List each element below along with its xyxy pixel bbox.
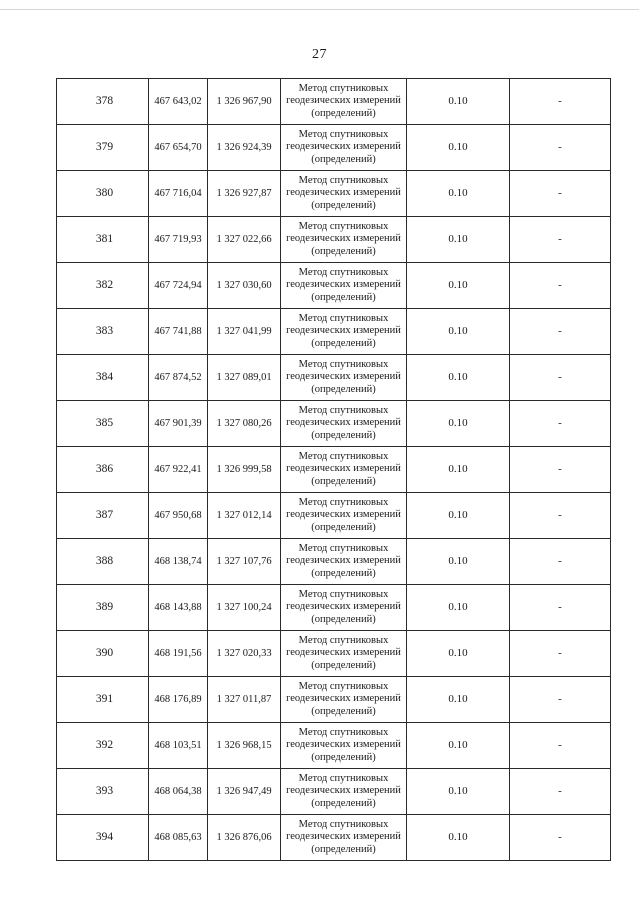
- point-number-cell: 388: [57, 539, 149, 585]
- x-coordinate-cell: 468 064,38: [149, 769, 208, 815]
- method-cell: [281, 539, 407, 585]
- point-number-cell: 390: [57, 631, 149, 677]
- method-text-line: (определений): [311, 245, 376, 257]
- method-text-line: Метод спутниковых: [298, 726, 389, 738]
- method-text-line: геодезических измерений: [286, 555, 401, 567]
- method-text-line: геодезических измерений: [286, 279, 401, 291]
- accuracy-cell: 0.10: [407, 217, 510, 263]
- method-cell: [281, 769, 407, 815]
- method-text-line: Метод спутниковых: [298, 634, 389, 646]
- x-coordinate-cell: 467 741,88: [149, 309, 208, 355]
- note-cell: -: [510, 631, 611, 677]
- method-cell: [281, 263, 407, 309]
- y-coordinate-cell: 1 326 947,49: [208, 769, 281, 815]
- method-text-line: (определений): [311, 613, 376, 625]
- x-coordinate-cell: 467 643,02: [149, 79, 208, 125]
- accuracy-cell: 0.10: [407, 631, 510, 677]
- method-cell: [281, 355, 407, 401]
- x-coordinate-cell: 467 654,70: [149, 125, 208, 171]
- accuracy-cell: 0.10: [407, 769, 510, 815]
- table-row: [57, 677, 611, 723]
- point-number-cell: 380: [57, 171, 149, 217]
- table-row: [57, 401, 611, 447]
- table-row: [57, 355, 611, 401]
- method-text-line: Метод спутниковых: [298, 266, 389, 278]
- method-text-line: Метод спутниковых: [298, 174, 389, 186]
- note-cell: -: [510, 769, 611, 815]
- accuracy-cell: 0.10: [407, 723, 510, 769]
- method-text-line: геодезических измерений: [286, 509, 401, 521]
- method-text-line: Метод спутниковых: [298, 82, 389, 94]
- note-cell: -: [510, 125, 611, 171]
- y-coordinate-cell: 1 327 022,66: [208, 217, 281, 263]
- table-row: [57, 447, 611, 493]
- method-cell: [281, 401, 407, 447]
- method-text-line: (определений): [311, 153, 376, 165]
- method-text-line: Метод спутниковых: [298, 542, 389, 554]
- y-coordinate-cell: 1 327 100,24: [208, 585, 281, 631]
- method-text-line: геодезических измерений: [286, 647, 401, 659]
- x-coordinate-cell: 467 950,68: [149, 493, 208, 539]
- point-number-cell: 378: [57, 79, 149, 125]
- accuracy-cell: 0.10: [407, 79, 510, 125]
- method-text-line: (определений): [311, 521, 376, 533]
- note-cell: -: [510, 493, 611, 539]
- method-cell: [281, 309, 407, 355]
- method-text-line: (определений): [311, 843, 376, 855]
- method-text-line: (определений): [311, 751, 376, 763]
- x-coordinate-cell: 468 176,89: [149, 677, 208, 723]
- method-text-line: (определений): [311, 429, 376, 441]
- accuracy-cell: 0.10: [407, 309, 510, 355]
- y-coordinate-cell: 1 327 107,76: [208, 539, 281, 585]
- y-coordinate-cell: 1 326 927,87: [208, 171, 281, 217]
- x-coordinate-cell: 468 085,63: [149, 815, 208, 861]
- method-text-line: геодезических измерений: [286, 693, 401, 705]
- note-cell: -: [510, 263, 611, 309]
- note-cell: -: [510, 217, 611, 263]
- point-number-cell: 391: [57, 677, 149, 723]
- point-number-cell: 393: [57, 769, 149, 815]
- y-coordinate-cell: 1 327 012,14: [208, 493, 281, 539]
- coordinates-table: [56, 78, 611, 861]
- note-cell: -: [510, 447, 611, 493]
- table-row: [57, 631, 611, 677]
- y-coordinate-cell: 1 326 967,90: [208, 79, 281, 125]
- method-cell: [281, 125, 407, 171]
- method-text-line: (определений): [311, 337, 376, 349]
- point-number-cell: 394: [57, 815, 149, 861]
- note-cell: -: [510, 171, 611, 217]
- method-text-line: Метод спутниковых: [298, 818, 389, 830]
- method-text-line: (определений): [311, 659, 376, 671]
- x-coordinate-cell: 467 724,94: [149, 263, 208, 309]
- method-cell: [281, 585, 407, 631]
- point-number-cell: 386: [57, 447, 149, 493]
- table-row: [57, 539, 611, 585]
- method-text-line: Метод спутниковых: [298, 680, 389, 692]
- point-number-cell: 384: [57, 355, 149, 401]
- table-row: [57, 171, 611, 217]
- method-text-line: (определений): [311, 797, 376, 809]
- method-text-line: геодезических измерений: [286, 95, 401, 107]
- method-text-line: Метод спутниковых: [298, 772, 389, 784]
- accuracy-cell: 0.10: [407, 677, 510, 723]
- note-cell: -: [510, 585, 611, 631]
- accuracy-cell: 0.10: [407, 493, 510, 539]
- method-text-line: (определений): [311, 107, 376, 119]
- method-text-line: геодезических измерений: [286, 233, 401, 245]
- y-coordinate-cell: 1 327 089,01: [208, 355, 281, 401]
- y-coordinate-cell: 1 327 030,60: [208, 263, 281, 309]
- method-text-line: Метод спутниковых: [298, 128, 389, 140]
- method-text-line: Метод спутниковых: [298, 220, 389, 232]
- accuracy-cell: 0.10: [407, 171, 510, 217]
- note-cell: -: [510, 309, 611, 355]
- table-row: [57, 125, 611, 171]
- note-cell: -: [510, 401, 611, 447]
- y-coordinate-cell: 1 326 999,58: [208, 447, 281, 493]
- point-number-cell: 389: [57, 585, 149, 631]
- method-text-line: (определений): [311, 567, 376, 579]
- accuracy-cell: 0.10: [407, 447, 510, 493]
- method-text-line: (определений): [311, 705, 376, 717]
- method-cell: [281, 723, 407, 769]
- method-cell: [281, 815, 407, 861]
- method-text-line: Метод спутниковых: [298, 404, 389, 416]
- method-text-line: Метод спутниковых: [298, 450, 389, 462]
- coordinates-table-body: [57, 79, 611, 861]
- method-text-line: геодезических измерений: [286, 417, 401, 429]
- method-text-line: геодезических измерений: [286, 141, 401, 153]
- method-text-line: геодезических измерений: [286, 785, 401, 797]
- note-cell: -: [510, 539, 611, 585]
- table-row: [57, 79, 611, 125]
- method-cell: [281, 79, 407, 125]
- method-cell: [281, 217, 407, 263]
- page-top-edge: [0, 9, 639, 10]
- page-number: 27: [312, 47, 327, 62]
- note-cell: -: [510, 815, 611, 861]
- y-coordinate-cell: 1 327 080,26: [208, 401, 281, 447]
- y-coordinate-cell: 1 326 924,39: [208, 125, 281, 171]
- x-coordinate-cell: 467 874,52: [149, 355, 208, 401]
- method-text-line: геодезических измерений: [286, 463, 401, 475]
- table-row: [57, 263, 611, 309]
- point-number-cell: 392: [57, 723, 149, 769]
- y-coordinate-cell: 1 327 011,87: [208, 677, 281, 723]
- accuracy-cell: 0.10: [407, 815, 510, 861]
- x-coordinate-cell: 468 103,51: [149, 723, 208, 769]
- accuracy-cell: 0.10: [407, 355, 510, 401]
- method-text-line: Метод спутниковых: [298, 588, 389, 600]
- note-cell: -: [510, 79, 611, 125]
- x-coordinate-cell: 467 922,41: [149, 447, 208, 493]
- method-text-line: (определений): [311, 199, 376, 211]
- table-row: [57, 723, 611, 769]
- x-coordinate-cell: 468 138,74: [149, 539, 208, 585]
- point-number-cell: 379: [57, 125, 149, 171]
- accuracy-cell: 0.10: [407, 263, 510, 309]
- point-number-cell: 385: [57, 401, 149, 447]
- point-number-cell: 387: [57, 493, 149, 539]
- method-cell: [281, 677, 407, 723]
- x-coordinate-cell: 468 191,56: [149, 631, 208, 677]
- table-row: [57, 217, 611, 263]
- y-coordinate-cell: 1 327 041,99: [208, 309, 281, 355]
- method-text-line: Метод спутниковых: [298, 312, 389, 324]
- table-row: [57, 769, 611, 815]
- table-row: [57, 493, 611, 539]
- y-coordinate-cell: 1 326 968,15: [208, 723, 281, 769]
- x-coordinate-cell: 467 719,93: [149, 217, 208, 263]
- x-coordinate-cell: 468 143,88: [149, 585, 208, 631]
- table-row: [57, 815, 611, 861]
- method-text-line: Метод спутниковых: [298, 496, 389, 508]
- method-text-line: (определений): [311, 383, 376, 395]
- x-coordinate-cell: 467 716,04: [149, 171, 208, 217]
- y-coordinate-cell: 1 326 876,06: [208, 815, 281, 861]
- method-cell: [281, 493, 407, 539]
- point-number-cell: 381: [57, 217, 149, 263]
- method-text-line: геодезических измерений: [286, 371, 401, 383]
- table-row: [57, 585, 611, 631]
- table-row: [57, 309, 611, 355]
- method-cell: [281, 631, 407, 677]
- method-text-line: (определений): [311, 475, 376, 487]
- accuracy-cell: 0.10: [407, 401, 510, 447]
- point-number-cell: 382: [57, 263, 149, 309]
- method-text-line: геодезических измерений: [286, 187, 401, 199]
- method-text-line: (определений): [311, 291, 376, 303]
- y-coordinate-cell: 1 327 020,33: [208, 631, 281, 677]
- method-text-line: Метод спутниковых: [298, 358, 389, 370]
- method-text-line: геодезических измерений: [286, 601, 401, 613]
- method-text-line: геодезических измерений: [286, 831, 401, 843]
- method-text-line: геодезических измерений: [286, 325, 401, 337]
- method-cell: [281, 171, 407, 217]
- point-number-cell: 383: [57, 309, 149, 355]
- note-cell: -: [510, 677, 611, 723]
- note-cell: -: [510, 723, 611, 769]
- method-cell: [281, 447, 407, 493]
- accuracy-cell: 0.10: [407, 125, 510, 171]
- method-text-line: геодезических измерений: [286, 739, 401, 751]
- accuracy-cell: 0.10: [407, 539, 510, 585]
- x-coordinate-cell: 467 901,39: [149, 401, 208, 447]
- accuracy-cell: 0.10: [407, 585, 510, 631]
- note-cell: -: [510, 355, 611, 401]
